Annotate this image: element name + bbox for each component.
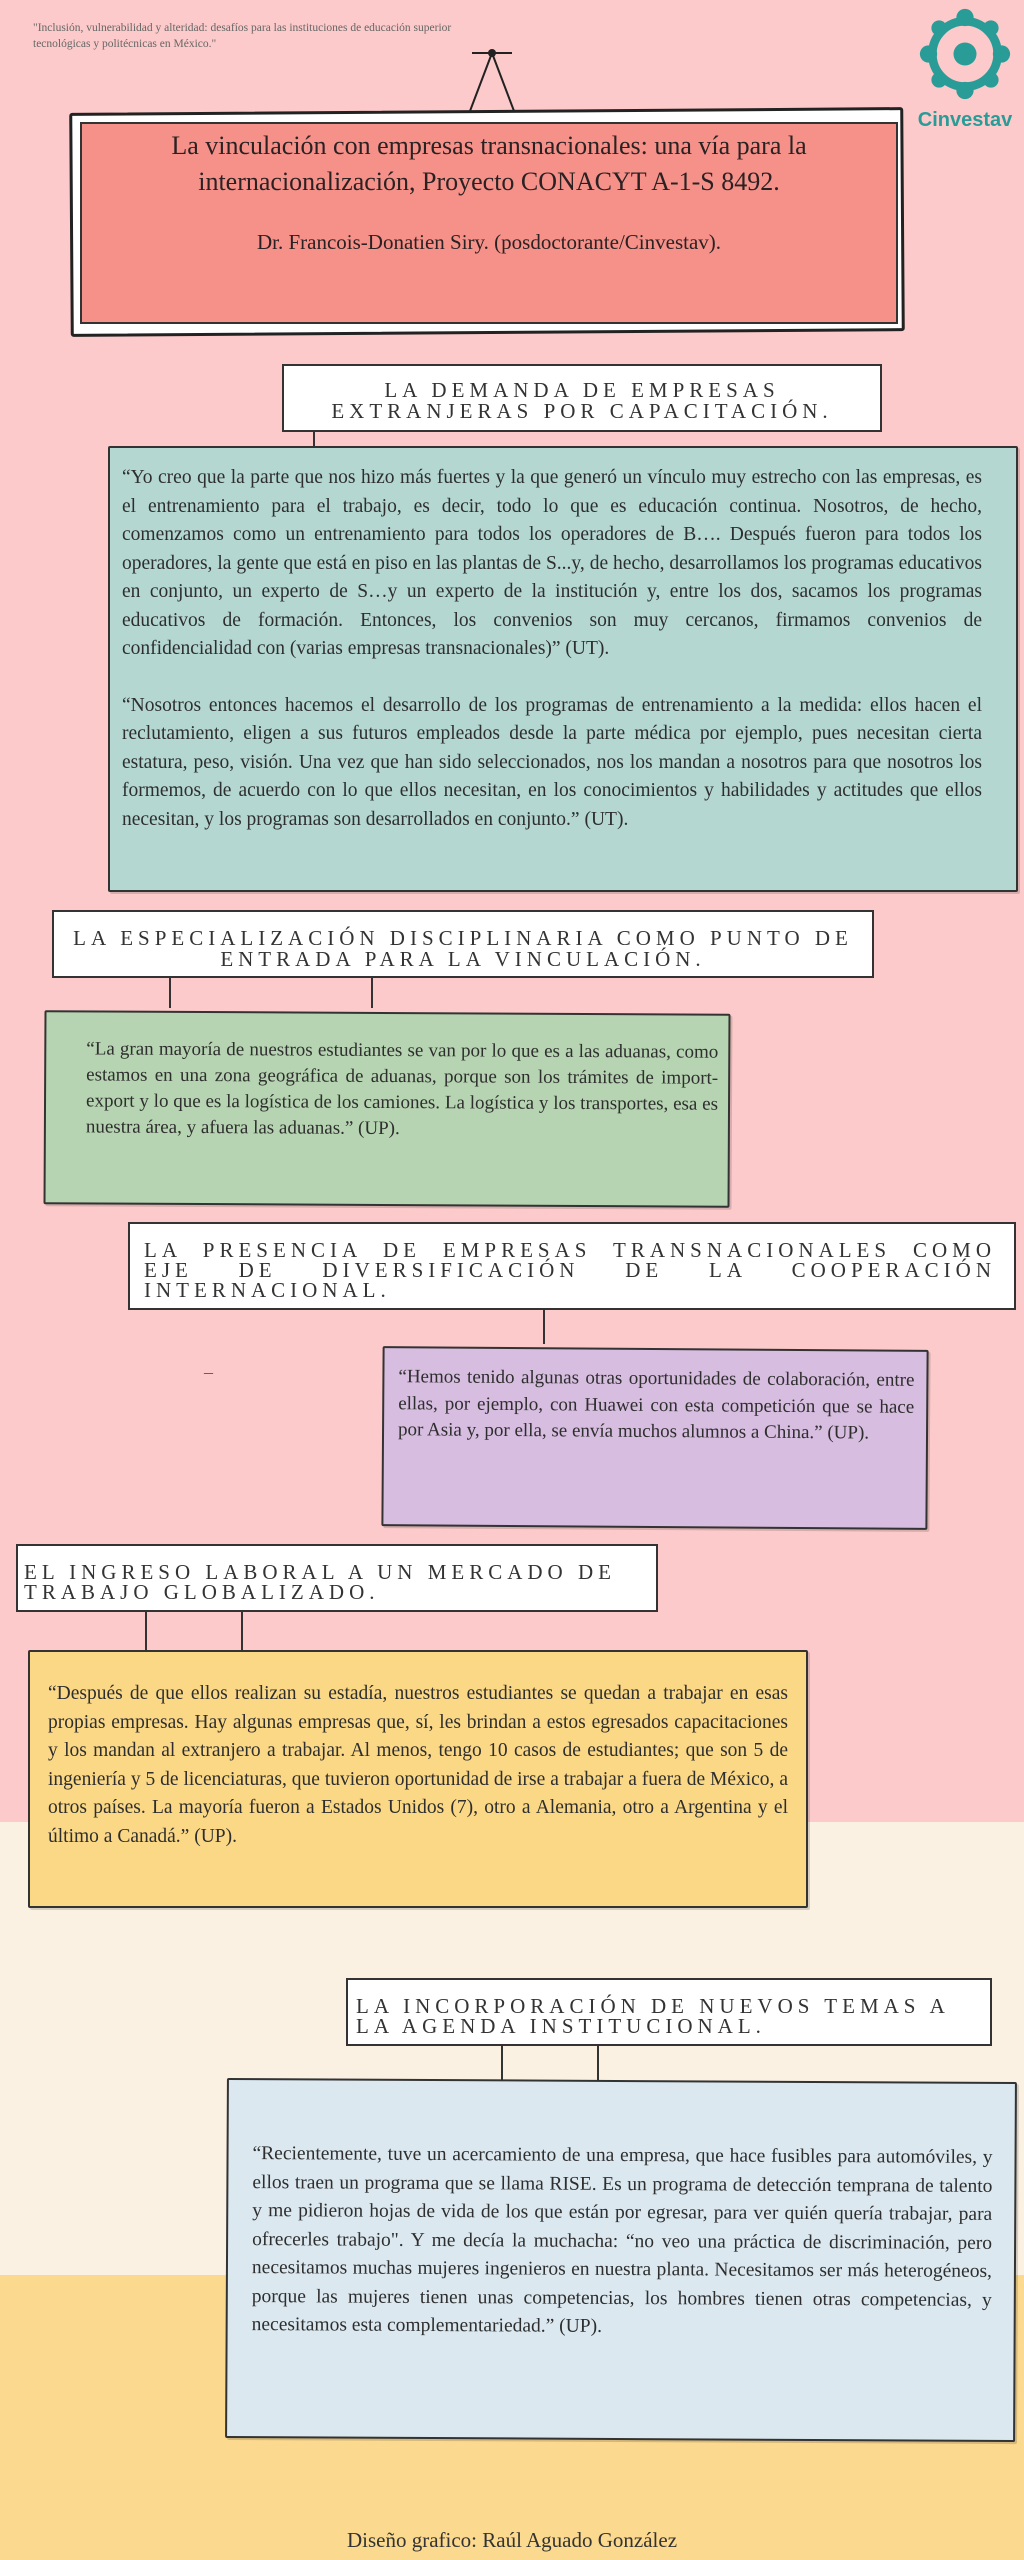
- section-heading-2: LA ESPECIALIZACIÓN DISCIPLINARIA COMO PUNTO DE ENTRADA PARA LA VINCULACIÓN.: [52, 910, 874, 978]
- cinvestav-logo-icon: [917, 6, 1013, 102]
- quote-paragraph: “Nosotros entonces hacemos el desarrollo de los programas de entrenamiento a la medida: ellos hacen el reclutamiento, eligen a sus futuros empleados desde la parte médica por ejemplo, pues necesitan cierta estatura, peso, visión. Una vez que han sido seleccionados, nos los mandan a nosotros para que nosotros los formemos, de acuerdo con lo que ellos necesitan, en los conocimientos y habilidades y actitudes que ellos necesitan, y los programas son desarrollados en conjunto.” (UT).: [122, 694, 982, 830]
- section-heading-1: LA DEMANDA DE EMPRESAS EXTRANJERAS POR CAPACITACIÓN.: [282, 364, 882, 432]
- stray-mark: –: [204, 1362, 213, 1382]
- page-title: La vinculación con empresas transnacionales: una vía para la internacionalización, Proyecto CONACYT A-1-S 8492.: [171, 131, 807, 196]
- section-heading-5: LA INCORPORACIÓN DE NUEVOS TEMAS A LA AGENDA INSTITUCIONAL.: [346, 1978, 992, 2046]
- quote-paragraph: “Después de que ellos realizan su estadía, nuestros estudiantes se quedan a trabajar en esas propias empresas. Hay algunas empresas que, sí, les brindan a estos egresados capacitaciones y los mandan al extranjero a trabajar. Al menos, tengo 10 casos de estudiantes; que son 5 de ingeniería y 5 de licenciaturas, que tuvieron oportunidad de irse a trabajar a fuera de México, a otros países. La mayoría fueron a Estados Unidos (7), otro a Alemania, otro a Argentina y el último a Canadá.” (UP).: [48, 1683, 788, 1847]
- connector: [501, 2046, 503, 2080]
- title-box: [80, 122, 898, 324]
- quote-box-3: [381, 1346, 928, 1530]
- quote-box-1: [108, 446, 1018, 892]
- connector: [241, 1612, 243, 1650]
- connector: [597, 2046, 599, 2080]
- connector: [371, 978, 373, 1008]
- section-heading-3: LA PRESENCIA DE EMPRESAS TRANSNACIONALES COMO EJE DE DIVERSIFICACIÓN DE LA COOPERACIÓN INTERNACIONAL.: [128, 1222, 1016, 1310]
- quote-paragraph: “Recientemente, tuve un acercamiento de una empresa, que hace fusibles para automóviles, y ellos traen un programa que se llama RISE. Es un programa de detección temprana de talento y me pidieron hojas de vida de los que están por egresar, para ver quién quería trabajar, para ofrecerles trabajo". Y me decía la muchacha: “no veo una práctica de discriminación, pero necesitamos muchas mujeres ingenieros en nuestra planta. Necesitamos ser más heterogéneos, porque las mujeres tienen unas competencias, los hombres tienen otras competencias, y necesitamos esta complementariedad.” (UP).: [251, 2143, 993, 2337]
- top-caption: "Inclusión, vulnerabilidad y alteridad: desafíos para las instituciones de educación superior tecnológicas y politécnicas en México.": [33, 22, 452, 50]
- connector: [543, 1310, 545, 1344]
- section-heading-4: EL INGRESO LABORAL A UN MERCADO DE TRABAJO GLOBALIZADO.: [16, 1544, 658, 1612]
- connector: [313, 432, 315, 446]
- connector: [169, 978, 171, 1008]
- hanger-icon: [440, 45, 540, 115]
- author: Dr. Francois-Donatien Siry. (posdoctorante/Cinvestav).: [256, 230, 722, 254]
- logo-text: Cinvestav: [917, 109, 1013, 131]
- logo: [910, 6, 1020, 132]
- quote-box-4: [28, 1650, 808, 1908]
- quote-paragraph: “Yo creo que la parte que nos hizo más fuertes y la que generó un vínculo muy estrecho con las empresas, es el entrenamiento para el trabajo, es decir, todo lo que es educación continua. Nosotros, de hecho, comenzamos como un entrenamiento para todos los operadores de B…. Después fueron para todos los operadores, la gente que está en piso en las plantas de S...y, de hecho, desarrollamos los programas educativos en conjunto, un experto de S…y un experto de la institución y, entre los dos, sacamos los programas educativos de formación. Entonces, los convenios son muy cercanos, firmamos convenios de confidencialidad con (varias empresas transnacionales)” (UT).: [122, 467, 982, 659]
- quote-paragraph: “Hemos tenido algunas otras oportunidades de colaboración, entre ellas, por ejemplo, con Huawei con esta competición que se hace por Asia y, por ella, se envía muchos alumnos a China.” (UP).: [397, 1366, 915, 1444]
- footer-credit: Diseño grafico: Raúl Aguado González: [346, 2528, 678, 2552]
- quote-box-2: [43, 1010, 730, 1208]
- quote-paragraph: “La gran mayoría de nuestros estudiantes se van por lo que es a las aduanas, como estamos en una zona geográfica de aduanas, porque son los trámites de import-export y lo que es la logística de los camiones. La logística y los transportes, esa es nuestra área, y afuera las aduanas.” (UP).: [85, 1038, 719, 1140]
- quote-box-5: [225, 2078, 1017, 2442]
- connector: [145, 1612, 147, 1650]
